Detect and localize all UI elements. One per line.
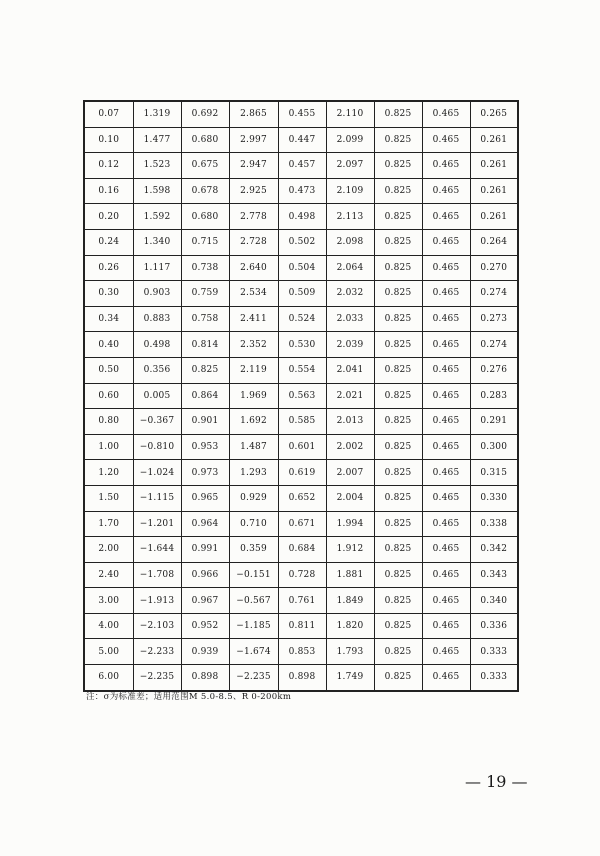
table-row <box>84 357 518 383</box>
table-cell: 0.853 <box>278 639 326 665</box>
table-cell: 0.814 <box>181 332 229 358</box>
table-cell: 0.680 <box>181 204 229 230</box>
table-cell: 0.530 <box>278 332 326 358</box>
table-cell: 0.825 <box>374 101 422 127</box>
table-cell: 0.261 <box>470 204 518 230</box>
table-cell: 0.465 <box>422 281 470 307</box>
table-cell: 0.261 <box>470 153 518 179</box>
table-cell: −0.151 <box>229 562 278 588</box>
period-cell: 0.07 <box>84 101 133 127</box>
table-cell: 2.032 <box>326 281 374 307</box>
table-cell: 1.969 <box>229 383 278 409</box>
table-cell: 0.825 <box>374 434 422 460</box>
table-cell: 0.502 <box>278 229 326 255</box>
table-cell: 0.903 <box>133 281 181 307</box>
table-cell: 0.005 <box>133 383 181 409</box>
table-cell: 0.761 <box>278 588 326 614</box>
table-cell: 2.098 <box>326 229 374 255</box>
period-cell: 2.40 <box>84 562 133 588</box>
table-cell: 0.619 <box>278 460 326 486</box>
table-cell: 0.601 <box>278 434 326 460</box>
table-cell: 2.119 <box>229 357 278 383</box>
table-cell: 0.825 <box>374 204 422 230</box>
table-cell: 0.498 <box>133 332 181 358</box>
table-cell: 0.728 <box>278 562 326 588</box>
table-note: 注：σ为标准差；适用范围M 5.0-8.5、R 0-200km <box>86 692 292 702</box>
table-cell: 0.811 <box>278 613 326 639</box>
table-cell: 0.883 <box>133 306 181 332</box>
period-cell: 6.00 <box>84 665 133 691</box>
table-cell: 0.465 <box>422 562 470 588</box>
table-cell: 0.524 <box>278 306 326 332</box>
table-cell: 0.465 <box>422 101 470 127</box>
period-cell: 0.30 <box>84 281 133 307</box>
period-cell: 0.24 <box>84 229 133 255</box>
period-cell: 1.70 <box>84 511 133 537</box>
table-cell: 0.465 <box>422 613 470 639</box>
table-row <box>84 460 518 486</box>
table-cell: 1.340 <box>133 229 181 255</box>
table-row <box>84 127 518 153</box>
period-cell: 0.12 <box>84 153 133 179</box>
table-row <box>84 562 518 588</box>
table-cell: 0.929 <box>229 485 278 511</box>
page-number: — 19 — <box>465 772 528 791</box>
table-row <box>84 332 518 358</box>
table-cell: 0.825 <box>374 178 422 204</box>
period-cell: 4.00 <box>84 613 133 639</box>
table-row <box>84 613 518 639</box>
table-cell: 2.352 <box>229 332 278 358</box>
table-cell: 0.465 <box>422 332 470 358</box>
table-cell: 1.912 <box>326 537 374 563</box>
table-cell: 0.465 <box>422 537 470 563</box>
table-cell: 0.333 <box>470 665 518 691</box>
table-cell: 0.465 <box>422 485 470 511</box>
table-cell: 0.678 <box>181 178 229 204</box>
table-cell: 0.274 <box>470 332 518 358</box>
table-cell: 2.039 <box>326 332 374 358</box>
table-cell: −1.644 <box>133 537 181 563</box>
table-cell: 0.825 <box>374 613 422 639</box>
table-cell: 0.825 <box>374 306 422 332</box>
table-cell: 1.477 <box>133 127 181 153</box>
period-cell: 0.50 <box>84 357 133 383</box>
coefficient-table <box>83 100 519 692</box>
table-cell: −1.674 <box>229 639 278 665</box>
table-row <box>84 511 518 537</box>
table-row <box>84 485 518 511</box>
table-cell: 0.715 <box>181 229 229 255</box>
table-cell: 0.939 <box>181 639 229 665</box>
table-cell: 0.825 <box>374 537 422 563</box>
table-cell: 0.465 <box>422 434 470 460</box>
table-cell: 0.585 <box>278 409 326 435</box>
table-cell: 0.825 <box>374 383 422 409</box>
table-cell: 0.465 <box>422 153 470 179</box>
table-cell: 1.881 <box>326 562 374 588</box>
table-cell: 0.675 <box>181 153 229 179</box>
table-row <box>84 255 518 281</box>
table-cell: 2.064 <box>326 255 374 281</box>
table-cell: 2.110 <box>326 101 374 127</box>
table-cell: 0.465 <box>422 511 470 537</box>
table-row <box>84 665 518 691</box>
table-cell: 0.465 <box>422 306 470 332</box>
period-cell: 1.20 <box>84 460 133 486</box>
table-row <box>84 101 518 127</box>
table-cell: 0.967 <box>181 588 229 614</box>
period-cell: 2.00 <box>84 537 133 563</box>
table-cell: 0.952 <box>181 613 229 639</box>
table-cell: 0.825 <box>374 460 422 486</box>
table-cell: 2.041 <box>326 357 374 383</box>
table-cell: 0.340 <box>470 588 518 614</box>
table-cell: 2.004 <box>326 485 374 511</box>
table-cell: 2.947 <box>229 153 278 179</box>
table-cell: 0.265 <box>470 101 518 127</box>
table-cell: 0.825 <box>374 229 422 255</box>
table-cell: −1.708 <box>133 562 181 588</box>
table-cell: 2.925 <box>229 178 278 204</box>
table-cell: 0.825 <box>374 332 422 358</box>
table-cell: 0.953 <box>181 434 229 460</box>
table-cell: 0.283 <box>470 383 518 409</box>
table-cell: 2.534 <box>229 281 278 307</box>
table-cell: 1.849 <box>326 588 374 614</box>
table-row <box>84 383 518 409</box>
table-cell: −2.235 <box>133 665 181 691</box>
table-cell: 0.465 <box>422 357 470 383</box>
table-cell: 2.109 <box>326 178 374 204</box>
table-cell: 0.465 <box>422 409 470 435</box>
table-cell: 0.825 <box>374 153 422 179</box>
table-cell: 0.504 <box>278 255 326 281</box>
table-row <box>84 409 518 435</box>
table-cell: 2.997 <box>229 127 278 153</box>
table-cell: 2.778 <box>229 204 278 230</box>
table-cell: 1.487 <box>229 434 278 460</box>
table-row <box>84 537 518 563</box>
table-cell: −2.103 <box>133 613 181 639</box>
table-cell: 0.901 <box>181 409 229 435</box>
table-cell: 0.973 <box>181 460 229 486</box>
table-cell: 1.692 <box>229 409 278 435</box>
table-cell: 0.652 <box>278 485 326 511</box>
period-cell: 0.10 <box>84 127 133 153</box>
table-cell: 0.759 <box>181 281 229 307</box>
table-cell: 0.825 <box>374 485 422 511</box>
table-cell: 1.994 <box>326 511 374 537</box>
table-cell: 0.330 <box>470 485 518 511</box>
table-cell: 0.300 <box>470 434 518 460</box>
table-cell: 1.749 <box>326 665 374 691</box>
table-cell: 0.825 <box>374 665 422 691</box>
table-cell: 0.270 <box>470 255 518 281</box>
table-cell: 0.465 <box>422 383 470 409</box>
table-cell: −2.235 <box>229 665 278 691</box>
table-cell: 0.274 <box>470 281 518 307</box>
table-cell: 2.007 <box>326 460 374 486</box>
table-cell: 0.455 <box>278 101 326 127</box>
table-cell: 0.509 <box>278 281 326 307</box>
table-body <box>84 101 518 691</box>
table-cell: 0.465 <box>422 460 470 486</box>
table-cell: 0.825 <box>181 357 229 383</box>
table-cell: 0.825 <box>374 639 422 665</box>
table-cell: 0.554 <box>278 357 326 383</box>
table-cell: 1.523 <box>133 153 181 179</box>
table-cell: −1.913 <box>133 588 181 614</box>
table-row <box>84 434 518 460</box>
table-cell: 0.692 <box>181 101 229 127</box>
table-cell: 0.864 <box>181 383 229 409</box>
table-cell: 0.261 <box>470 178 518 204</box>
table-cell: 0.465 <box>422 255 470 281</box>
table-cell: 0.465 <box>422 639 470 665</box>
table-cell: 0.825 <box>374 588 422 614</box>
table-cell: 1.319 <box>133 101 181 127</box>
table-row <box>84 153 518 179</box>
table-cell: 0.671 <box>278 511 326 537</box>
table-cell: 1.293 <box>229 460 278 486</box>
table-cell: 2.411 <box>229 306 278 332</box>
table-cell: 0.343 <box>470 562 518 588</box>
table-row <box>84 639 518 665</box>
period-cell: 1.00 <box>84 434 133 460</box>
table-cell: 0.457 <box>278 153 326 179</box>
table-cell: 0.264 <box>470 229 518 255</box>
table-cell: 0.758 <box>181 306 229 332</box>
table-cell: 2.021 <box>326 383 374 409</box>
table-cell: 0.359 <box>229 537 278 563</box>
table-cell: 0.966 <box>181 562 229 588</box>
table-cell: 0.465 <box>422 665 470 691</box>
table-cell: 0.465 <box>422 588 470 614</box>
table-cell: −1.185 <box>229 613 278 639</box>
table-cell: 0.291 <box>470 409 518 435</box>
period-cell: 5.00 <box>84 639 133 665</box>
table-cell: −0.810 <box>133 434 181 460</box>
period-cell: 0.80 <box>84 409 133 435</box>
table-cell: −1.201 <box>133 511 181 537</box>
table-cell: 0.447 <box>278 127 326 153</box>
table-cell: 0.465 <box>422 204 470 230</box>
table-cell: 0.342 <box>470 537 518 563</box>
table-cell: 0.356 <box>133 357 181 383</box>
table-cell: 2.033 <box>326 306 374 332</box>
table-row <box>84 281 518 307</box>
table-cell: 2.865 <box>229 101 278 127</box>
table-cell: 0.473 <box>278 178 326 204</box>
table-cell: 0.276 <box>470 357 518 383</box>
table-cell: 0.465 <box>422 178 470 204</box>
period-cell: 0.16 <box>84 178 133 204</box>
table-cell: −1.115 <box>133 485 181 511</box>
table-cell: 0.333 <box>470 639 518 665</box>
table-cell: 1.117 <box>133 255 181 281</box>
table-cell: 0.898 <box>181 665 229 691</box>
table-cell: 0.825 <box>374 511 422 537</box>
table-cell: −0.567 <box>229 588 278 614</box>
table-row <box>84 178 518 204</box>
table-cell: 0.680 <box>181 127 229 153</box>
table-cell: 0.684 <box>278 537 326 563</box>
table-cell: 0.825 <box>374 409 422 435</box>
table-cell: 0.710 <box>229 511 278 537</box>
table-cell: 0.738 <box>181 255 229 281</box>
table-cell: 2.099 <box>326 127 374 153</box>
table-cell: 0.498 <box>278 204 326 230</box>
table-cell: 0.964 <box>181 511 229 537</box>
table-cell: 0.338 <box>470 511 518 537</box>
table-row <box>84 588 518 614</box>
table-cell: 0.465 <box>422 127 470 153</box>
table-cell: 1.592 <box>133 204 181 230</box>
table-cell: 1.793 <box>326 639 374 665</box>
table-cell: −0.367 <box>133 409 181 435</box>
period-cell: 3.00 <box>84 588 133 614</box>
table-cell: 0.336 <box>470 613 518 639</box>
table-cell: 2.013 <box>326 409 374 435</box>
table-cell: −1.024 <box>133 460 181 486</box>
table-cell: 0.991 <box>181 537 229 563</box>
table-cell: 1.820 <box>326 613 374 639</box>
period-cell: 0.60 <box>84 383 133 409</box>
table-cell: 1.598 <box>133 178 181 204</box>
period-cell: 0.26 <box>84 255 133 281</box>
table-cell: 0.261 <box>470 127 518 153</box>
table-row <box>84 204 518 230</box>
table-cell: 2.640 <box>229 255 278 281</box>
period-cell: 0.40 <box>84 332 133 358</box>
table-cell: 0.825 <box>374 127 422 153</box>
table-cell: 0.965 <box>181 485 229 511</box>
table-cell: 2.097 <box>326 153 374 179</box>
table-cell: 0.315 <box>470 460 518 486</box>
table-cell: 0.825 <box>374 255 422 281</box>
table-cell: −2.233 <box>133 639 181 665</box>
table-cell: 2.002 <box>326 434 374 460</box>
table-row <box>84 229 518 255</box>
table-cell: 0.465 <box>422 229 470 255</box>
table-cell: 0.825 <box>374 281 422 307</box>
table-cell: 0.825 <box>374 357 422 383</box>
period-cell: 0.34 <box>84 306 133 332</box>
table-cell: 0.563 <box>278 383 326 409</box>
table-cell: 0.898 <box>278 665 326 691</box>
table-cell: 0.273 <box>470 306 518 332</box>
table-row <box>84 306 518 332</box>
table-cell: 2.113 <box>326 204 374 230</box>
period-cell: 1.50 <box>84 485 133 511</box>
period-cell: 0.20 <box>84 204 133 230</box>
table-cell: 2.728 <box>229 229 278 255</box>
table-cell: 0.825 <box>374 562 422 588</box>
